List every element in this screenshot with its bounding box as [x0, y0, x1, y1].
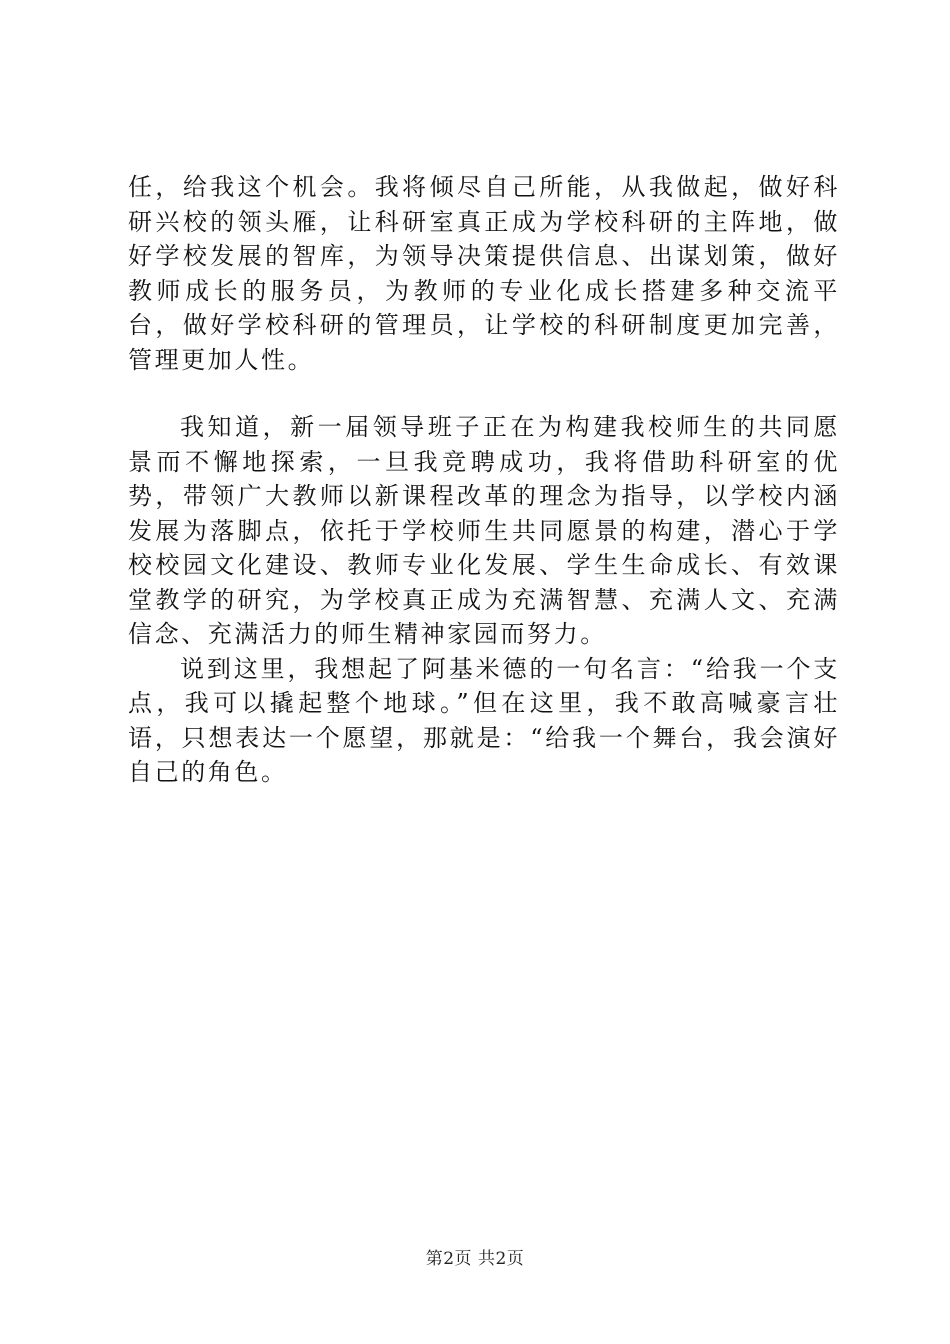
page-footer: 第2页 共2页 — [425, 1249, 525, 1269]
paragraph-continuation: 任，给我这个机会。我将倾尽自己所能，从我做起，做好科研兴校的领头雁，让科研室真正成为学校科研的主阵地，做好学校发展的智库，为领导决策提供信息、出谋划策，做好教师成长的服务员，为教师的专业化成长搭建多种交流平台，做好学校科研的管理员，让学校的科研制度更加完善，管理更加人性。 — [128, 173, 840, 374]
paragraph-vision: 我知道，新一届领导班子正在为构建我校师生的共同愿景而不懈地探索，一旦我竞聘成功，我将借助科研室的优势，带领广大教师以新课程改革的理念为指导，以学校内涵发展为落脚点，依托于学校师生共同愿景的构建，潜心于学校校园文化建设、教师专业化发展、学生生命成长、有效课堂教学的研究，为学校真正成为充满智慧、充满人文、充满信念、充满活力的师生精神家园而努力。 — [128, 413, 840, 648]
document-body — [128, 170, 840, 790]
paragraph-closing: 说到这里，我想起了阿基米德的一句名言：“给我一个支点，我可以撬起整个地球。”但在这里，我不敢高喊豪言壮语，只想表达一个愿望，那就是：“给我一个舞台，我会演好自己的角色。 — [128, 654, 840, 786]
